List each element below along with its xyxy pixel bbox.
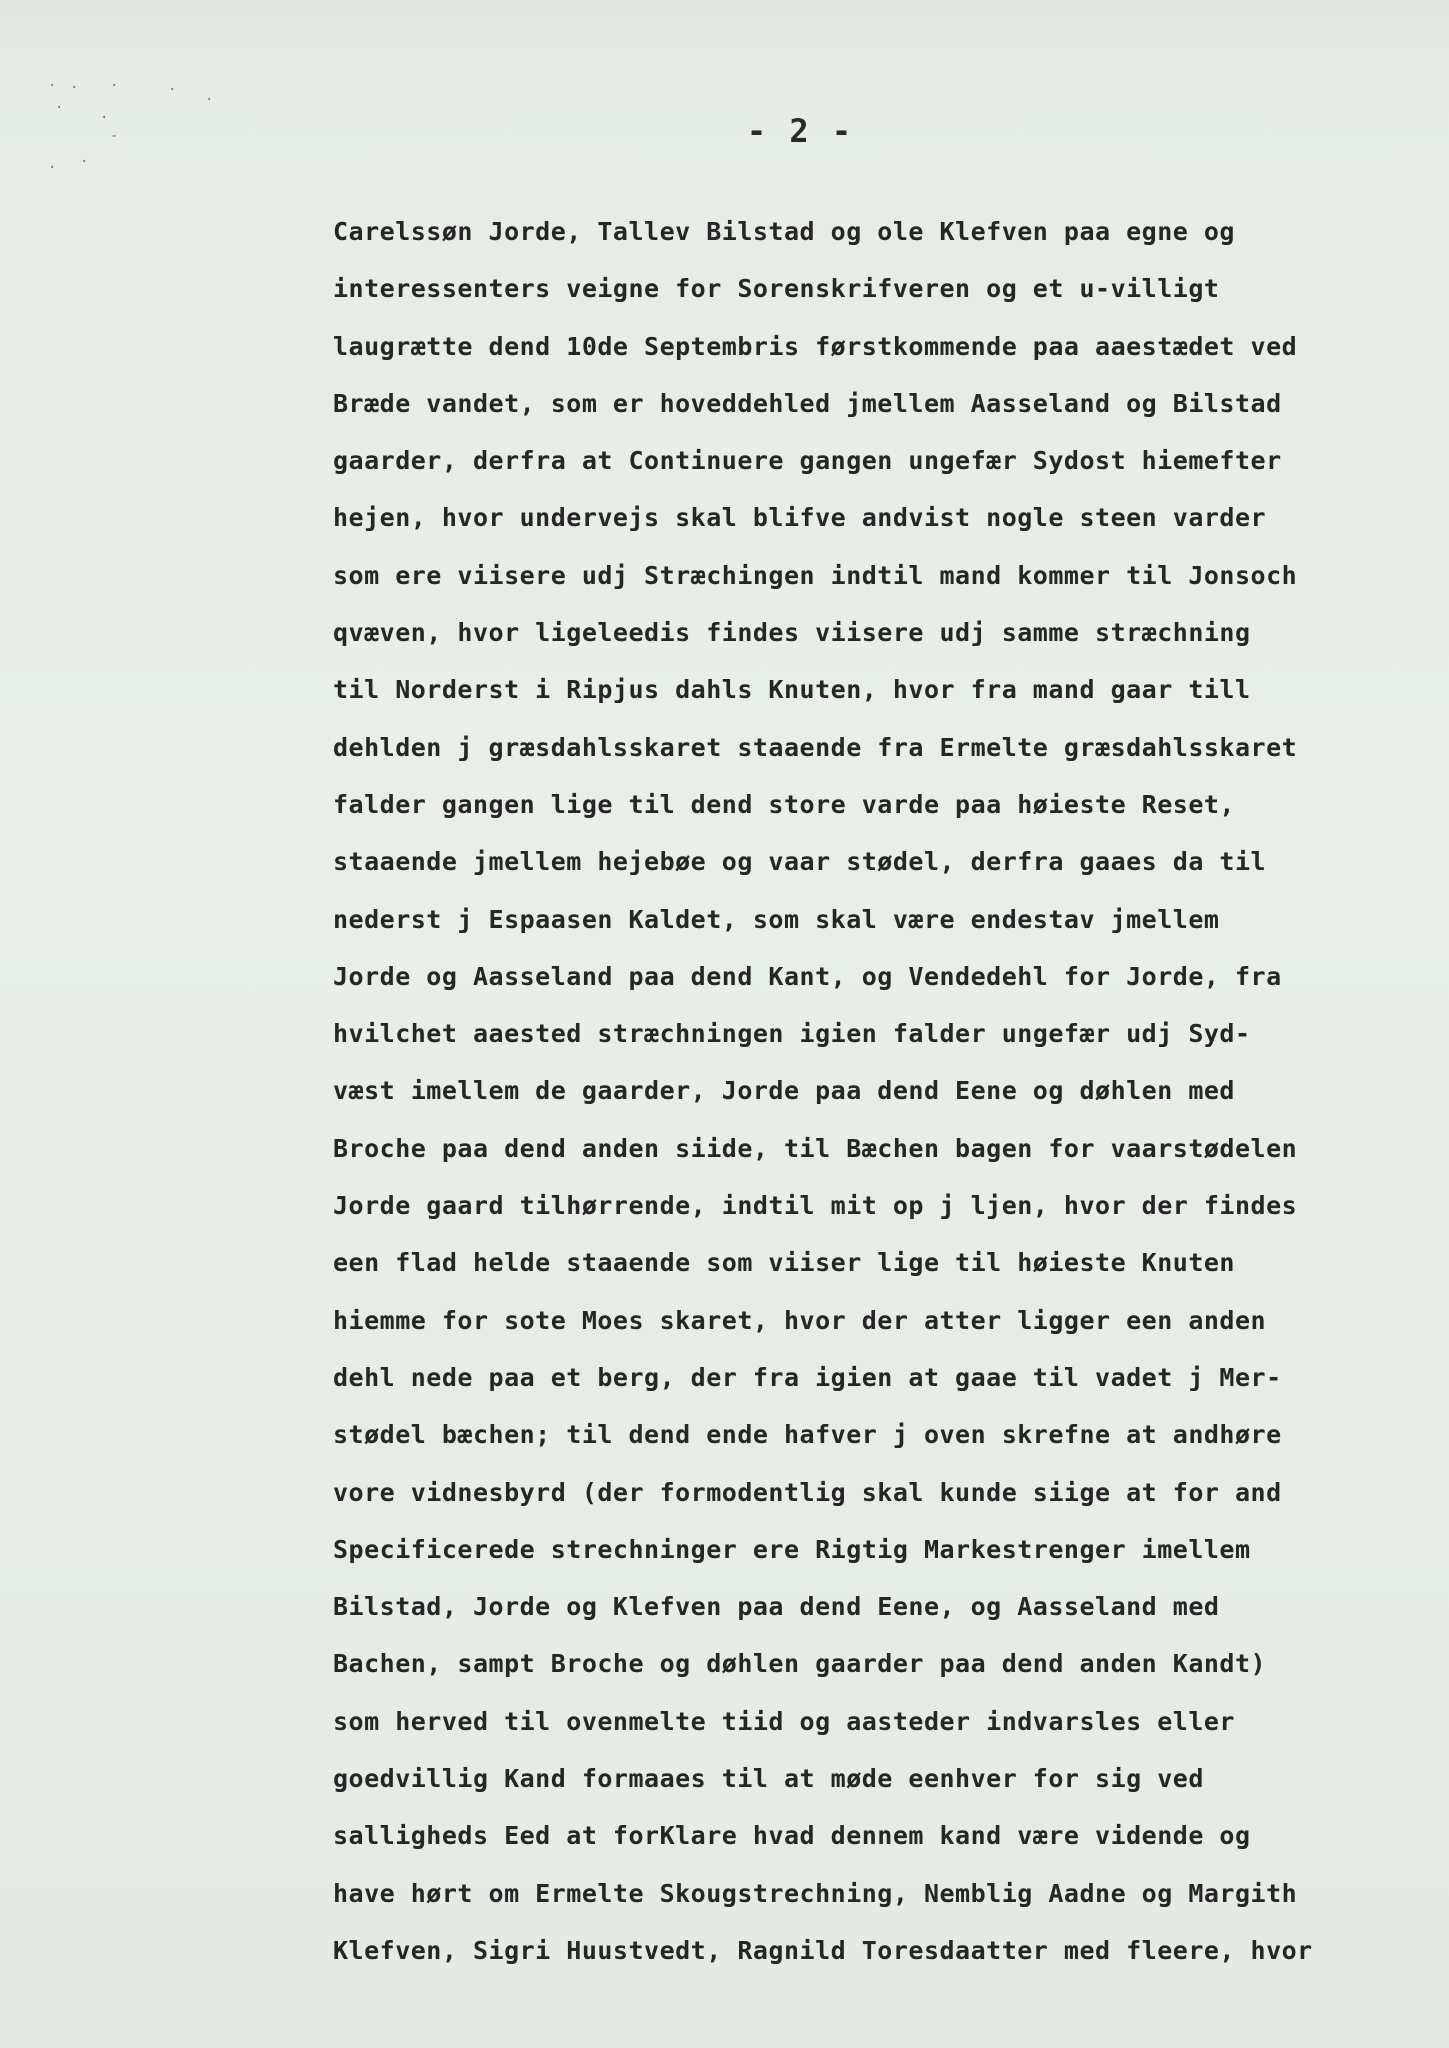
text-line: hiemme for sote Moes skaret, hvor der atter ligger een anden xyxy=(333,1305,1267,1335)
text-line: hejen, hvor undervejs skal blifve andvist nogle steen varder xyxy=(333,503,1267,533)
text-line: hvilchet aaested stræchningen igien falder ungefær udj Syd- xyxy=(333,1019,1251,1049)
text-line: interessenters veigne for Sorenskrifveren og et u-villigt xyxy=(333,274,1220,304)
text-line: gaarder, derfra at Continuere gangen ungefær Sydost hiemefter xyxy=(333,446,1282,476)
speck-mark: · xyxy=(100,110,109,126)
speck-mark: · xyxy=(205,92,214,108)
text-line: have hørt om Ermelte Skougstrechning, Nemblig Aadne og Margith xyxy=(333,1878,1298,1908)
speck-mark: · xyxy=(80,154,89,170)
text-line: falder gangen lige til dend store varde paa høieste Reset, xyxy=(333,789,1235,819)
text-line: Jorde gaard tilhørrende, indtil mit op j ljen, hvor der findes xyxy=(333,1191,1298,1221)
speck-mark: · xyxy=(110,78,119,94)
speck-mark: - xyxy=(110,128,119,144)
text-line: qvæven, hvor ligeleedis findes viisere udj samme stræchning xyxy=(333,618,1251,648)
text-line: som herved til ovenmelte tiid og aasteder indvarsles eller xyxy=(333,1706,1235,1736)
speck-mark: · xyxy=(168,82,177,98)
text-line: salligheds Eed at forKlare hvad dennem kand være vidende og xyxy=(333,1821,1251,1851)
text-line: til Norderst i Ripjus dahls Knuten, hvor fra mand gaar till xyxy=(333,675,1251,705)
page-number: - 2 - xyxy=(746,112,854,150)
text-line: staaende jmellem hejebøe og vaar stødel, derfra gaaes da til xyxy=(333,847,1267,877)
text-line: Specificerede strechninger ere Rigtig Markestrenger imellem xyxy=(333,1534,1251,1564)
speck-mark: · xyxy=(70,80,79,96)
text-line: Bræde vandet, som er hoveddehled jmellem Aasseland og Bilstad xyxy=(333,388,1282,418)
text-line: goedvillig Kand formaaes til at møde eenhver for sig ved xyxy=(333,1764,1204,1794)
text-line: Bilstad, Jorde og Klefven paa dend Eene, og Aasseland med xyxy=(333,1592,1220,1622)
text-line: laugrætte dend 10de Septembris førstkommende paa aaestædet ved xyxy=(333,331,1298,361)
speck-mark: · xyxy=(48,160,57,176)
speck-mark: · xyxy=(55,100,64,116)
text-line: nederst j Espaasen Kaldet, som skal være endestav jmellem xyxy=(333,904,1220,934)
text-line: som ere viisere udj Stræchingen indtil mand kommer til Jonsoch xyxy=(333,560,1298,590)
text-line: væst imellem de gaarder, Jorde paa dend Eene og døhlen med xyxy=(333,1076,1235,1106)
text-line: een flad helde staaende som viiser lige til høieste Knuten xyxy=(333,1248,1235,1278)
text-line: Jorde og Aasseland paa dend Kant, og Vendedehl for Jorde, fra xyxy=(333,961,1282,991)
text-line: vore vidnesbyrd (der formodentlig skal kunde siige at for and xyxy=(333,1477,1282,1507)
body-text xyxy=(333,203,1433,1979)
text-line: stødel bæchen; til dend ende hafver j oven skrefne at andhøre xyxy=(333,1420,1282,1450)
text-line: dehlden j græsdahlsskaret staaende fra Ermelte græsdahlsskaret xyxy=(333,732,1298,762)
text-line: Bachen, sampt Broche og døhlen gaarder paa dend anden Kandt) xyxy=(333,1649,1267,1679)
scan-edge-shadow xyxy=(0,0,1449,60)
text-line: Klefven, Sigri Huustvedt, Ragnild Toresdaatter med fleere, hvor xyxy=(333,1935,1313,1965)
text-line: Broche paa dend anden siide, til Bæchen bagen for vaarstødelen xyxy=(333,1133,1298,1163)
text-line: dehl nede paa et berg, der fra igien at gaae til vadet j Mer- xyxy=(333,1362,1282,1392)
text-line: Carelssøn Jorde, Tallev Bilstad og ole Klefven paa egne og xyxy=(333,217,1235,246)
speck-mark: · xyxy=(48,78,57,94)
